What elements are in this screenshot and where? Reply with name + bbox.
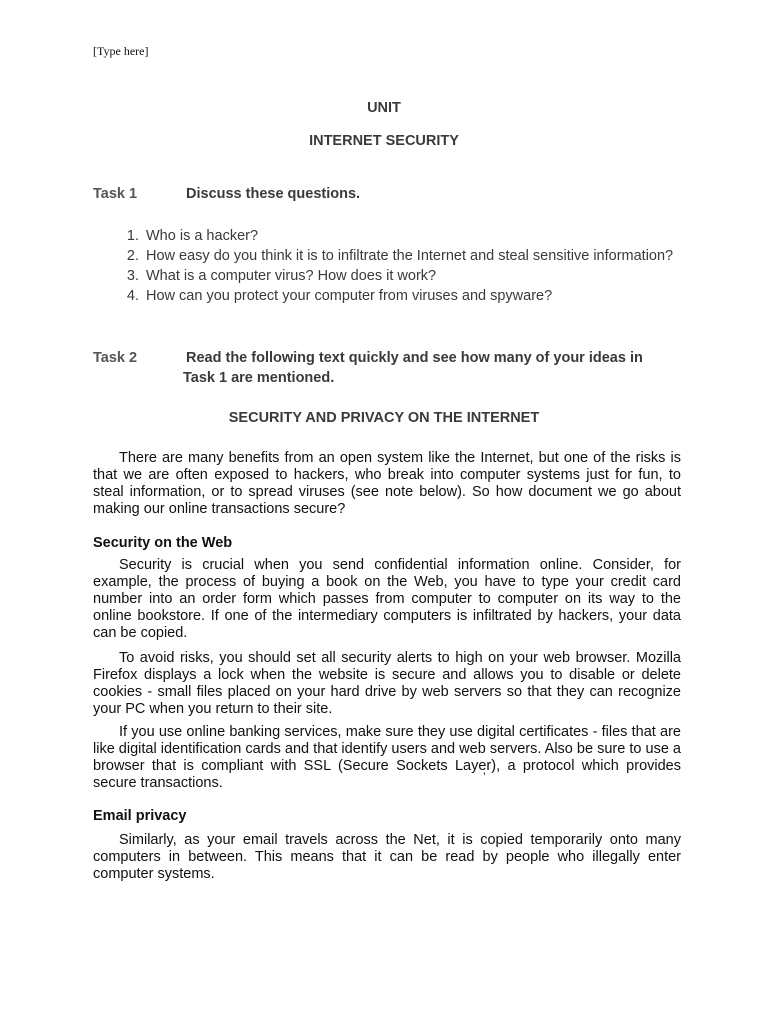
unit-label: UNIT	[367, 100, 401, 116]
question-number: 1.	[126, 228, 139, 244]
header-placeholder: [Type here]	[93, 44, 149, 58]
web-paragraph-1: Security is crucial when you send confidential information online. Consider, for example, the process of buying a book on the Web, you have to type your credit card number into an order form which passes from computer to computer on its way to the online bookstore. If one of the intermediary computers is infiltrated by hackers, your data can be copied.	[93, 557, 681, 641]
task2-instruction-line2: Task 1 are mentioned.	[183, 370, 335, 386]
task1-label: Task 1	[93, 186, 138, 202]
page-title: INTERNET SECURITY	[309, 133, 459, 149]
question-number: 2.	[126, 248, 139, 264]
intro-paragraph: There are many benefits from an open system like the Internet, but one of the risks is that we are often exposed to hackers, who break into computer systems just for fun, to steal information, or to spread viruses (see note below). So how document we go about making our online transactions secure?	[93, 450, 681, 517]
email-paragraph-1: Similarly, as your email travels across the Net, it is copied temporarily onto many computers in between. This means that it can be read by people who illegally enter computer systems.	[93, 832, 681, 882]
web-section-heading: Security on the Web	[93, 535, 233, 551]
article-title: SECURITY AND PRIVACY ON THE INTERNET	[228, 410, 540, 426]
web-paragraph-2: To avoid risks, you should set all security alerts to high on your web browser. Mozilla Firefox displays a lock when the website is secure and allows you to disable or delete cookies - small files placed on your hard drive by web servers so that they can recognize your PC when you return to their site.	[93, 650, 681, 717]
list-item	[93, 286, 691, 306]
task1-instruction: Discuss these questions.	[186, 186, 361, 202]
question-number: 3.	[126, 268, 139, 284]
web-paragraph-3: If you use online banking services, make sure they use digital certificates - files that are like digital identification cards and that identify users and web servers. Also be sure to use a browser that is compliant with SSL (Secure Sockets Layer), a protocol which provides secure transactions.	[93, 724, 681, 791]
question-text: What is a computer virus? How does it work?	[146, 268, 437, 284]
stray-mark: ’	[483, 770, 486, 784]
question-list	[93, 226, 691, 306]
question-text: Who is a hacker?	[146, 228, 259, 244]
list-item	[93, 246, 691, 266]
question-number: 4.	[126, 288, 139, 304]
list-item	[93, 226, 691, 246]
question-text: How easy do you think it is to infiltrate the Internet and steal sensitive information?	[146, 248, 674, 264]
question-text: How can you protect your computer from viruses and spyware?	[146, 288, 553, 304]
task2-label: Task 2	[93, 350, 138, 366]
email-section-heading: Email privacy	[93, 808, 187, 824]
list-item	[93, 266, 691, 286]
task2-instruction-line1: Read the following text quickly and see how many of your ideas in	[186, 350, 643, 366]
